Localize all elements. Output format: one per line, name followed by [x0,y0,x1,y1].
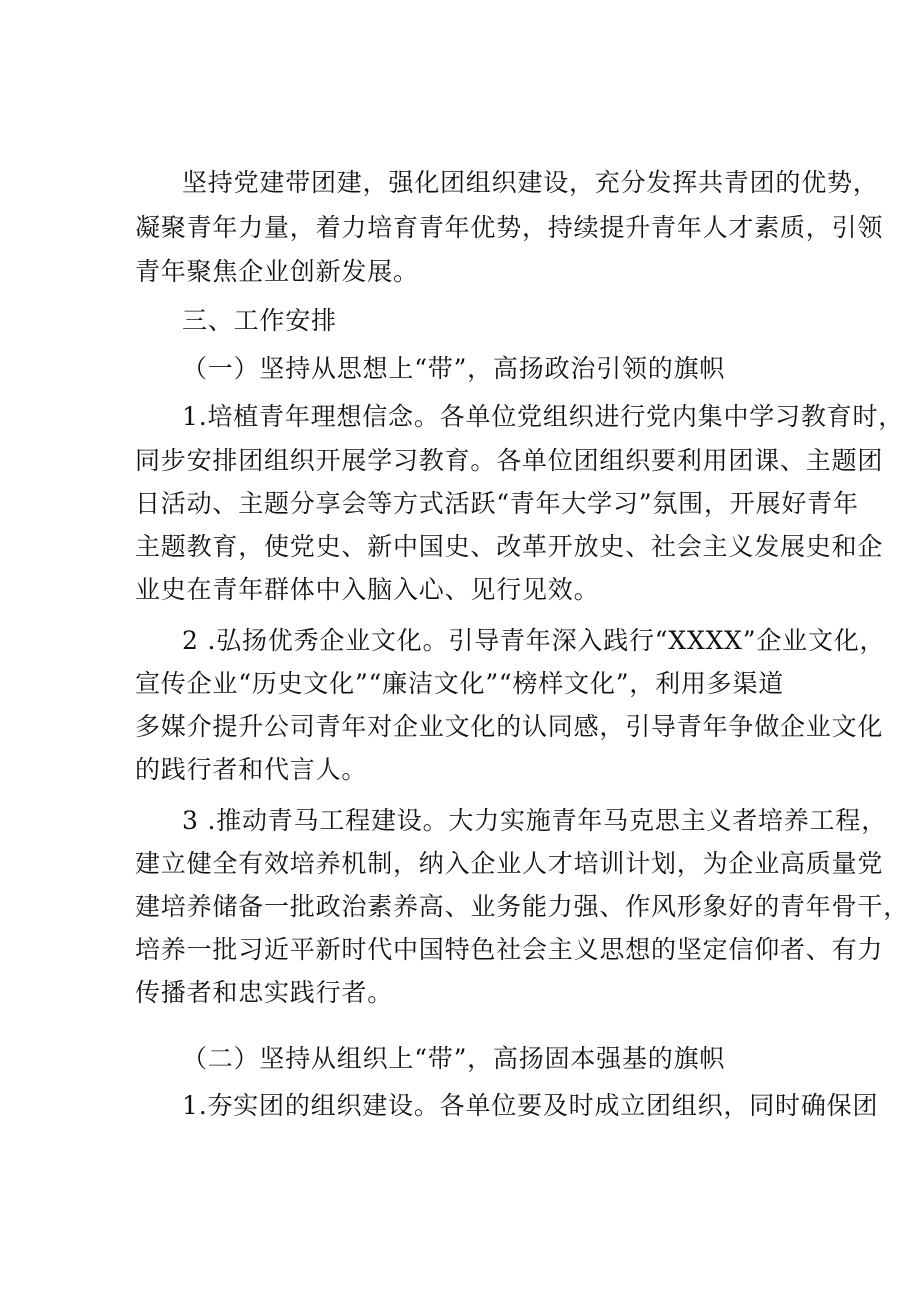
subsection-heading: （一）坚持从思想上“带”，高扬政治引领的旗帜 [182,354,726,383]
paragraph-line: 坚持党建带团建，强化团组织建设，充分发挥共青团的优势， [182,168,879,197]
paragraph-line: 多媒介提升公司青年对企业文化的认同感，引导青年争做企业文化 [135,712,884,741]
paragraph-line: 传播者和忠实践行者。 [135,978,394,1007]
paragraph-line: 3 .推动青马工程建设。大力实施青年马克思主义者培养工程， [182,806,888,835]
paragraph-line: 1.培植青年理想信念。各单位党组织进行党内集中学习教育时， [182,402,905,431]
section-heading: 三、工作安排 [182,306,337,335]
paragraph-line: 日活动、主题分享会等方式活跃“青年大学习”氛围，开展好青年 [135,489,859,518]
subsection-heading: （二）坚持从组织上“带”，高扬固本强基的旗帜 [182,1044,726,1073]
paragraph-line: 业史在青年群体中入脑入心、见行见效。 [135,575,600,604]
paragraph-line: 同步安排团组织开展学习教育。各单位团组织要利用团课、主题团 [135,446,884,475]
paragraph-line: 的践行者和代言人。 [135,755,368,784]
paragraph-line: 主题教育，使党史、新中国史、改革开放史、社会主义发展史和企 [135,532,884,561]
paragraph-line: 建培养储备一批政治素养高、业务能力强、作风形象好的青年骨干， [135,892,910,921]
paragraph-line: 培养一批习近平新时代中国特色社会主义思想的坚定信仰者、有力 [135,935,884,964]
paragraph-line: 2 .弘扬优秀企业文化。引导青年深入践行“XXXX”企业文化， [182,626,886,655]
paragraph-line: 1.夯实团的组织建设。各单位要及时成立团组织，同时确保团 [182,1091,879,1120]
paragraph-line: 凝聚青年力量，着力培育青年优势，持续提升青年人才素质，引领 [135,213,884,242]
paragraph-line: 青年聚焦企业创新发展。 [135,257,419,286]
paragraph-line: 建立健全有效培养机制，纳入企业人才培训计划，为企业高质量党 [135,849,884,878]
paragraph-line: 宣传企业“历史文化”“廉洁文化”“榜样文化”，利用多渠道 [135,669,785,698]
